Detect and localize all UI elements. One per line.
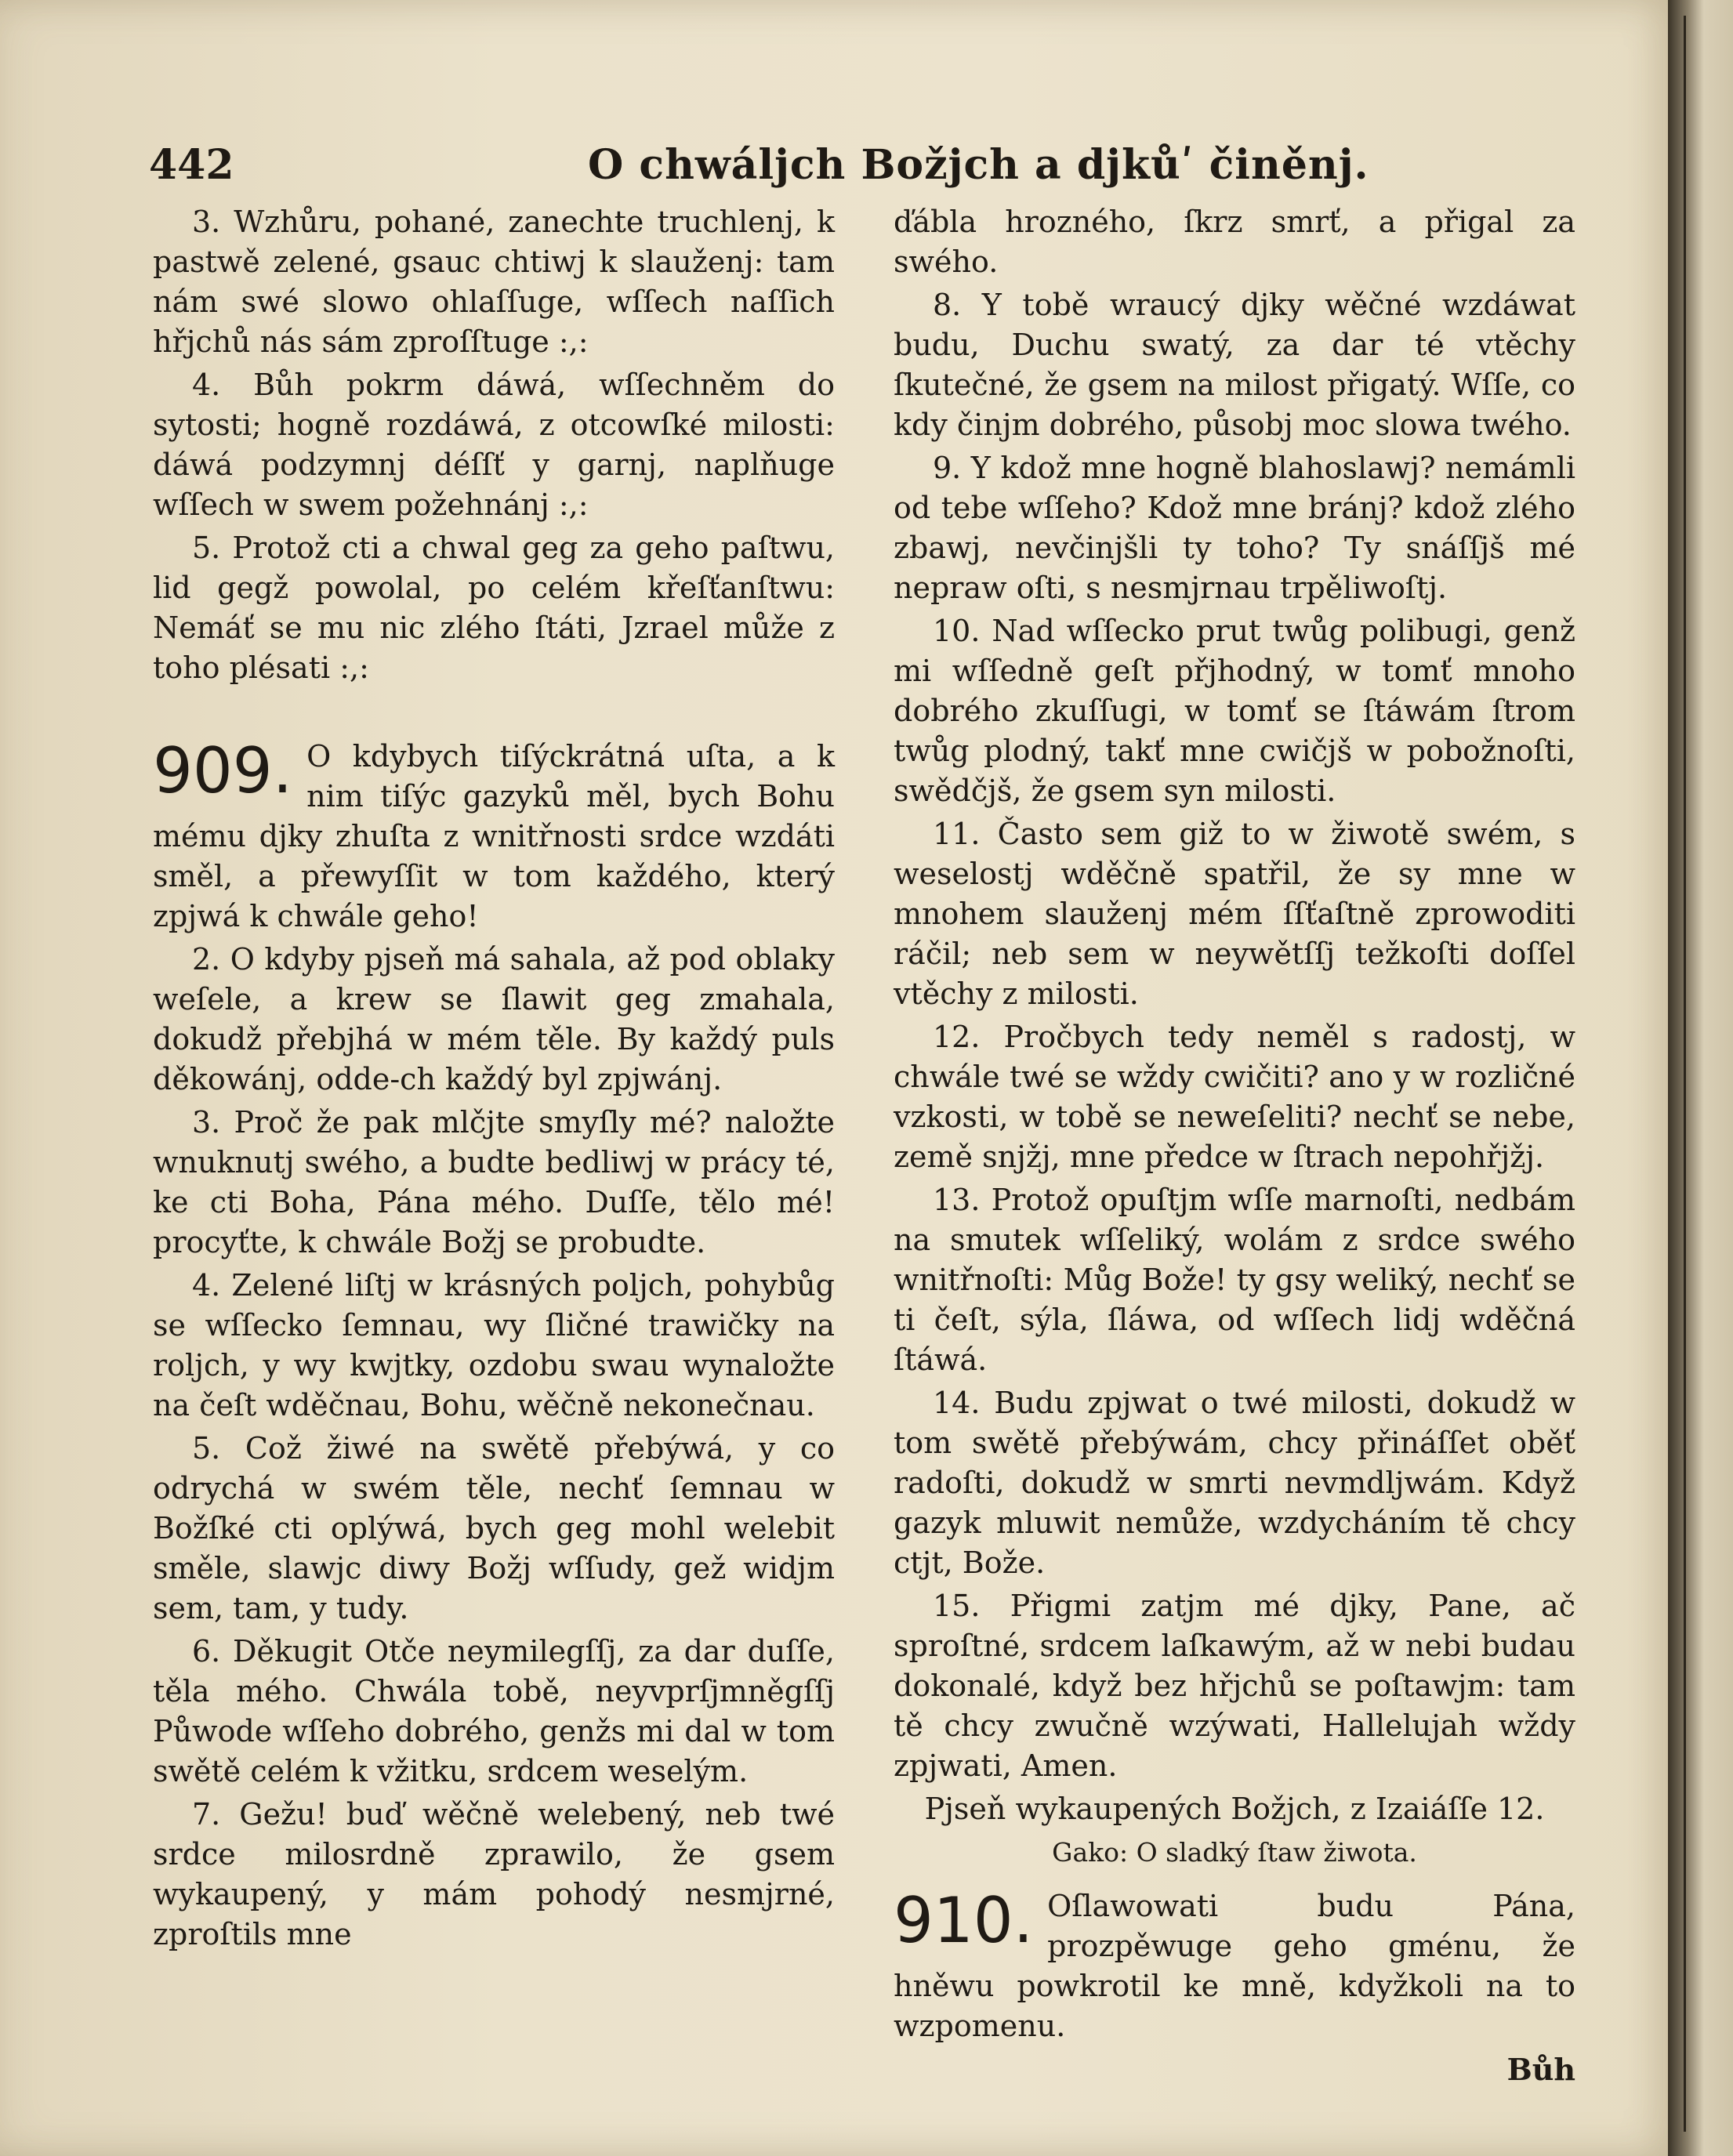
verse: 12. Pročbych tedy neměl s radostj, w chwále twé se wždy cwičiti? ano y w rozličné vzkosti, w tobě se neweſeliti? nechť se nebe, země snjžj, mne předce w ſtrach nepohřjžj. — [894, 1020, 1575, 1174]
hymn-melody-note: Gako: O sladký ſtaw žiwota. — [1052, 1837, 1417, 1868]
verse: 2. O kdyby pjseň má sahala, až pod oblaky weſele, a krew se ſlawit geg zmahala, dokudž přebjhá w mém těle. By každý puls děkowánj, odde-ch každý byl zpjwánj. — [153, 942, 835, 1096]
page-number: 442 — [149, 141, 234, 189]
right-column — [894, 202, 1575, 2089]
left-column — [153, 202, 835, 1958]
page-divider-line — [1684, 16, 1686, 2132]
catchword: Bůh — [1506, 2052, 1575, 2087]
verse: 3. Wzhůru, pohané, zanechte truchlenj, k pastwě zelené, gsauc chtiwj k slauženj: tam nám swé slowo ohlaſſuge, wſſech naſſich hřjchů nás sám zproſſtuge :,: — [153, 205, 835, 359]
page-header — [149, 133, 1599, 204]
verse: 8. Y tobě wraucý djky wěčné wzdáwat budu, Duchu swatý, za dar té vtěchy ſkutečné, že gsem na milost přigatý. Wſſe, co kdy činjm dobrého, působj moc slowa twého. — [894, 288, 1575, 442]
hymn-910-header — [894, 1886, 1575, 2046]
verse: 6. Děkugit Otče neymilegſſj, za dar duſſe, těla mého. Chwála tobě, neyvprſjmněgſſj Půwode wſſeho dobrého, genžs mi dal w tom swětě celém k vžitku, srdcem weselým. — [153, 1634, 835, 1788]
verse: 14. Budu zpjwat o twé milosti, dokudž w tom swětě přebýwám, chcy přináſſet oběť radoſti, dokudž w smrti nevmdljwám. Když gazyk mluwit nemůže, wzdycháním tě chcy ctjt, Bože. — [894, 1386, 1575, 1580]
verse: 5. Protož cti a chwal geg za geho paſtwu, lid gegž powolal, po celém křeſťanſtwu: Nemáť se mu nic zlého ſtáti, Jzrael může z toho plésati :,: — [153, 531, 835, 685]
verse: 10. Nad wſſecko prut twůg polibugi, genž mi wſſedně geſt přjhodný, w tomť mnoho dobrého zkuſſugi, w tomť se ſtáwám ſtrom twůg plodný, takť mne cwičjš w pobožnoſti, swědčjš, že gsem syn milosti. — [894, 614, 1575, 808]
verse: 11. Často sem giž to w žiwotě swém, s weselostj wděčně spatřil, že sy mne w mnohem slauženj mém ſſťaſtně zprowoditi ráčil; neb sem w neywětſſj težkoſti doſſel vtěchy z milosti. — [894, 817, 1575, 1011]
verse: 5. Což žiwé na swětě přebýwá, y co odrychá w swém těle, nechť ſemnau w Božſké cti oplýwá, bych geg mohl welebit směle, slawjc diwy Božj wſſudy, gež widjm sem, tam, y tudy. — [153, 1431, 835, 1625]
verse: 13. Protož opuſtjm wſſe marnoſti, nedbám na smutek wſſeliký, wolám z srdce swého wnitřnoſti: Můg Bože! ty gsy weliký, nechť se ti čeſt, sýla, ſláwa, od wſſech lidj wděčná ſtáwá. — [894, 1183, 1575, 1377]
verse: 15. Přigmi zatjm mé djky, Pane, ač sproſtné, srdcem laſkawým, až w nebi budau dokonalé, když bez hřjchů se poſtawjm: tam tě chcy zwučně wzýwati, Hallelujah wždy zpjwati, Amen. — [894, 1589, 1575, 1783]
verse: 3. Proč že pak mlčjte smyſly mé? naložte wnuknutj swého, a budte bedliwj w prácy té, ke cti Boha, Pána mého. Duſſe, tělo mé! procyťte, k chwále Božj se probudte. — [153, 1105, 835, 1259]
hymn-note-title: Pjseň wykaupených Božjch, z Izaiáſſe 12. — [924, 1792, 1545, 1826]
verse: 9. Y kdož mne hogně blahoslawj? nemámli od tebe wſſeho? Kdož mne bránj? kdož zlého zbawj, nevčinjšli ty toho? Ty snáſſjš mé nepraw oſti, s nesmjrnau trpěliwoſtj. — [894, 451, 1575, 605]
verse: ďábla hrozného, ſkrz smrť, a přigal za swého. — [894, 205, 1575, 279]
next-page-edge — [1668, 0, 1733, 2156]
hymn-first-verse: O kdybych tiſýckrátná uſta, a k nim tiſýc gazyků měl, bych Bohu mému djky zhuſta z wnitřnosti srdce wzdáti směl, a přewyſſit w tom každého, který zpjwá k chwále geho! — [153, 739, 835, 933]
hymn-number: 909. — [153, 734, 293, 807]
running-title: O chwáljch Božjch a djkůʹ činěnj. — [588, 141, 1369, 189]
hymn-number: 910. — [894, 1884, 1034, 1957]
verse: 4. Zelené liſtj w krásných poljch, pohybůg se wſſecko ſemnau, wy ſličné trawičky na roljch, y wy kwjtky, ozdobu swau wynaložte na čeſt wděčnau, Bohu, wěčně nekonečnau. — [153, 1268, 835, 1422]
verse: 7. Gežu! buď wěčně welebený, neb twé srdce milosrdně zprawilo, že gsem wykaupený, y mám pohodý nesmjrné, zproſtils mne — [153, 1797, 835, 1951]
hymn-first-verse: Oſlawowati budu Pána, prozpěwuge geho gménu, že hněwu powkrotil ke mně, kdyžkoli na to wzpomenu. — [894, 1889, 1575, 2043]
verse: 4. Bůh pokrm dáwá, wſſechněm do sytosti; hogně rozdáwá, z otcowſké milosti: dáwá podzymnj déſſť y garnj, naplňuge wſſech w swem požehnánj :,: — [153, 368, 835, 522]
hymn-909-header — [153, 734, 835, 937]
